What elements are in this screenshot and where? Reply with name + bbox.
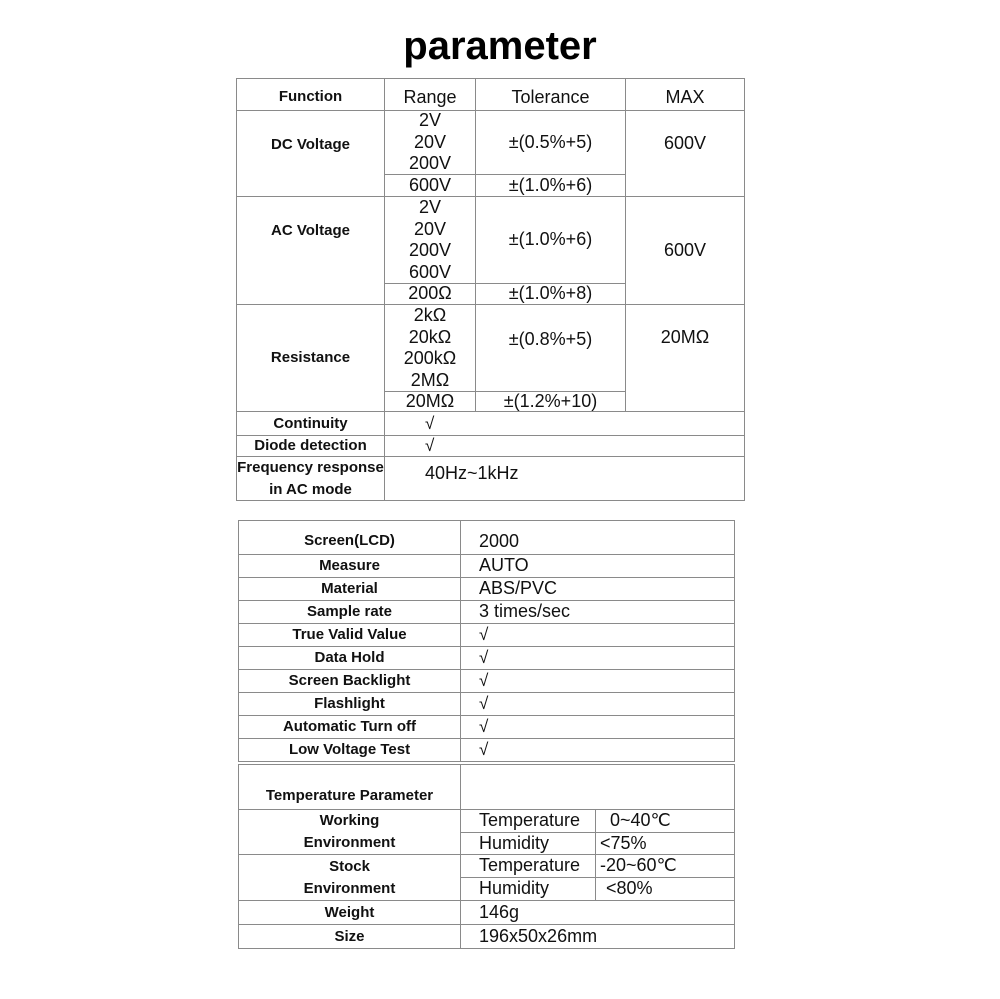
range-value: 20V [413,218,447,239]
ac-voltage-tolerance-ohm: ±(1.0%+8) [475,283,626,305]
weight-value: 146g [460,900,735,925]
spec-label: Data Hold [238,646,461,670]
spec-check: √ [460,692,735,716]
resistance-range-high: 20MΩ [384,391,476,412]
label-line: Frequency response [237,458,384,476]
range-value: 20V [413,131,447,152]
size-value: 196x50x26mm [460,924,735,949]
spec-label: Measure [238,554,461,578]
ac-voltage-range-ohm: 200Ω [384,283,476,305]
working-humidity-label: Humidity [460,832,596,855]
dc-voltage-max: 600V [625,110,745,197]
spec-label: Low Voltage Test [238,738,461,762]
spec-check: √ [460,646,735,670]
spec-value: 2000 [460,520,735,555]
label-line: in AC mode [269,480,352,498]
frequency-response-value: 40Hz~1kHz [384,456,745,501]
working-environment-label [238,809,461,855]
stock-temperature-value: -20~60℃ [595,854,735,878]
label-line: Stock [329,857,370,875]
header-tolerance: Tolerance [475,78,626,111]
ac-voltage-max: 600V [625,196,745,305]
range-value: 2V [418,197,442,217]
label-line: Working [319,812,380,829]
spec-value: 3 times/sec [460,600,735,624]
temperature-parameter-value [460,764,735,810]
spec-value: ABS/PVC [460,577,735,601]
spec-label: Material [238,577,461,601]
label-line: Environment [303,834,396,851]
dc-voltage-tolerance: ±(0.5%+5) [475,110,626,175]
spec-value: AUTO [460,554,735,578]
range-value: 2kΩ [413,305,447,325]
spec-label: Flashlight [238,692,461,716]
resistance-tolerance: ±(0.8%+5) [475,304,626,392]
spec-label: Screen Backlight [238,669,461,693]
stock-humidity-value: <80% [595,877,735,901]
stock-humidity-label: Humidity [460,877,596,901]
resistance-tolerance-high: ±(1.2%+10) [475,391,626,412]
range-value: 2V [418,110,442,131]
continuity-label: Continuity [236,411,385,436]
temperature-parameter-label: Temperature Parameter [238,764,461,810]
frequency-response-label [236,456,385,501]
size-label: Size [238,924,461,949]
spec-label: True Valid Value [238,623,461,647]
page-title: parameter [403,24,597,68]
dc-voltage-ranges [384,110,476,175]
dc-voltage-tolerance-high: ±(1.0%+6) [475,174,626,197]
spec-check: √ [460,623,735,647]
header-function: Function [236,78,385,111]
working-humidity-value: <75% [595,832,735,855]
spec-check: √ [460,669,735,693]
range-value: 2MΩ [410,369,450,390]
spec-label: Screen(LCD) [238,520,461,555]
continuity-check: √ [384,411,745,436]
header-range: Range [384,78,476,111]
ac-voltage-ranges [384,196,476,284]
weight-label: Weight [238,900,461,925]
range-value: 20kΩ [408,326,452,347]
working-temperature-value: 0~40℃ [595,809,735,833]
resistance-label: Resistance [236,304,385,412]
dc-voltage-label: DC Voltage [236,110,385,197]
stock-environment-label [238,854,461,901]
spec-check: √ [460,738,735,762]
spec-check: √ [460,715,735,739]
range-value: 200kΩ [403,348,457,368]
range-value: 600V [408,261,452,282]
stock-temperature-label: Temperature [460,854,596,878]
diode-detection-check: √ [384,435,745,457]
header-max: MAX [625,78,745,111]
range-value: 200V [408,240,452,260]
range-value: 200V [408,153,452,174]
dc-voltage-range-high: 600V [384,174,476,197]
resistance-max: 20MΩ [625,304,745,412]
label-line: Environment [303,879,396,897]
ac-voltage-tolerance: ±(1.0%+6) [475,196,626,284]
spec-label: Sample rate [238,600,461,624]
diode-detection-label: Diode detection [236,435,385,457]
ac-voltage-label: AC Voltage [236,196,385,305]
resistance-ranges [384,304,476,392]
working-temperature-label: Temperature [460,809,596,833]
spec-label: Automatic Turn off [238,715,461,739]
